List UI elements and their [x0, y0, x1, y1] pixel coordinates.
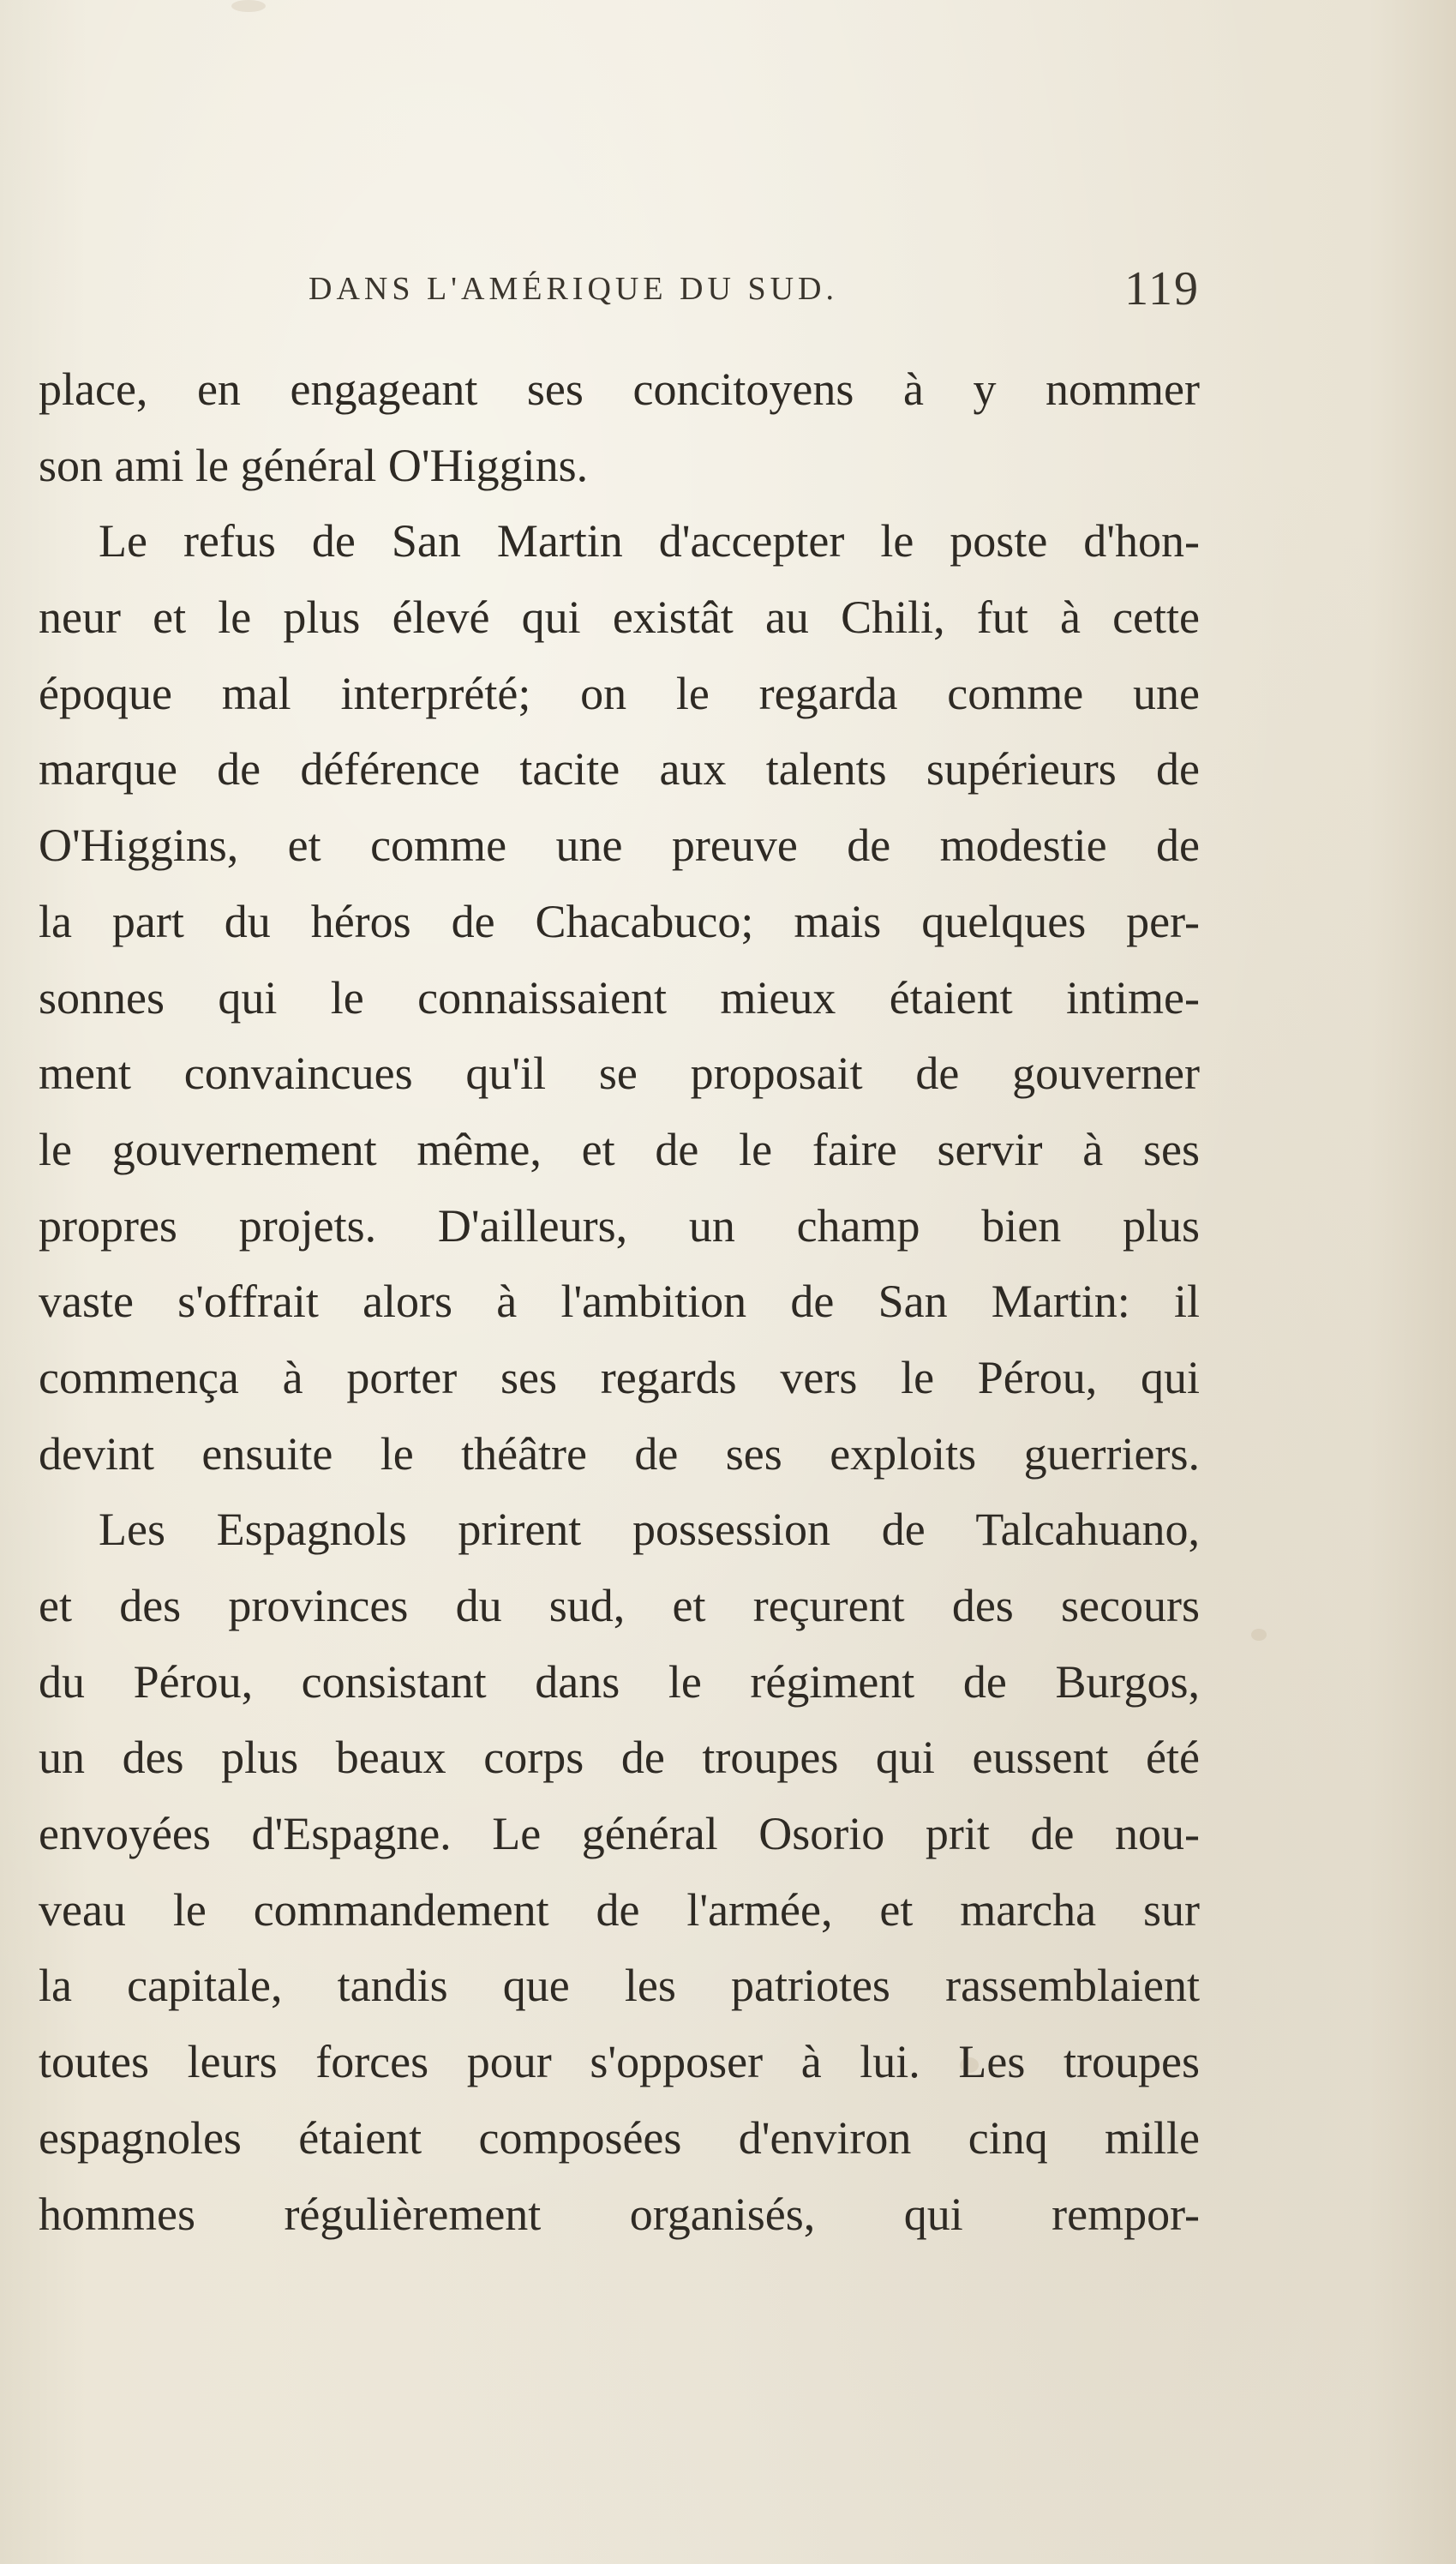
page-number: 119	[1124, 262, 1200, 315]
text-line: Le refus de San Martin d'accepter le poste d'hon-	[99, 515, 1200, 567]
text-line: époque mal interprété; on le regarda comme une	[39, 667, 1200, 719]
text-line: toutes leurs forces pour s'opposer à lui. Les troupes	[39, 2036, 1200, 2088]
text-line: veau le commandement de l'armée, et marcha sur	[39, 1883, 1200, 1936]
text-line: propres projets. D'ailleurs, un champ bien plus	[39, 1199, 1200, 1252]
text-line: O'Higgins, et comme une preuve de modestie de	[39, 820, 1200, 872]
text-line: marque de déférence tacite aux talents supérieurs de	[39, 743, 1200, 796]
text-line: et des provinces du sud, et reçurent des secours	[39, 1580, 1200, 1631]
body-text	[39, 351, 1200, 2252]
text-line: place, en engageant ses concitoyens à y nommer	[39, 363, 1200, 415]
text-line: hommes régulièrement organisés, qui rempor-	[39, 2188, 1200, 2240]
text-line: un des plus beaux corps de troupes qui eussent été	[39, 1732, 1200, 1784]
text-line: envoyées d'Espagne. Le général Osorio prit de nou-	[39, 1808, 1200, 1860]
text-line: neur et le plus élevé qui existât au Chili, fut à cette	[39, 591, 1200, 644]
text-line: son ami le général O'Higgins.	[39, 439, 589, 491]
text-line: sonnes qui le connaissaient mieux étaient intime-	[39, 971, 1200, 1024]
text-line: la part du héros de Chacabuco; mais quelques per-	[39, 895, 1200, 947]
text-line: la capitale, tandis que les patriotes rassemblaient	[39, 1960, 1200, 2012]
paper-stain	[1251, 1629, 1267, 1641]
text-line: ment convaincues qu'il se proposait de gouverner	[39, 1048, 1200, 1100]
page-header	[309, 261, 1200, 313]
paper-stain	[231, 0, 266, 12]
text-line: espagnoles étaient composées d'environ cinq mille	[39, 2111, 1200, 2164]
text-line: le gouvernement même, et de le faire servir à ses	[39, 1123, 1200, 1175]
text-line: Les Espagnols prirent possession de Talcahuano,	[99, 1504, 1200, 1556]
running-head: DANS L'AMÉRIQUE DU SUD.	[309, 271, 838, 307]
text-line: vaste s'offrait alors à l'ambition de San Martin: il	[39, 1276, 1200, 1328]
text-line: du Pérou, consistant dans le régiment de Burgos,	[39, 1655, 1200, 1708]
text-line: devint ensuite le théâtre de ses exploits guerriers.	[39, 1427, 1200, 1480]
text-line: commença à porter ses regards vers le Pérou, qui	[39, 1351, 1200, 1403]
